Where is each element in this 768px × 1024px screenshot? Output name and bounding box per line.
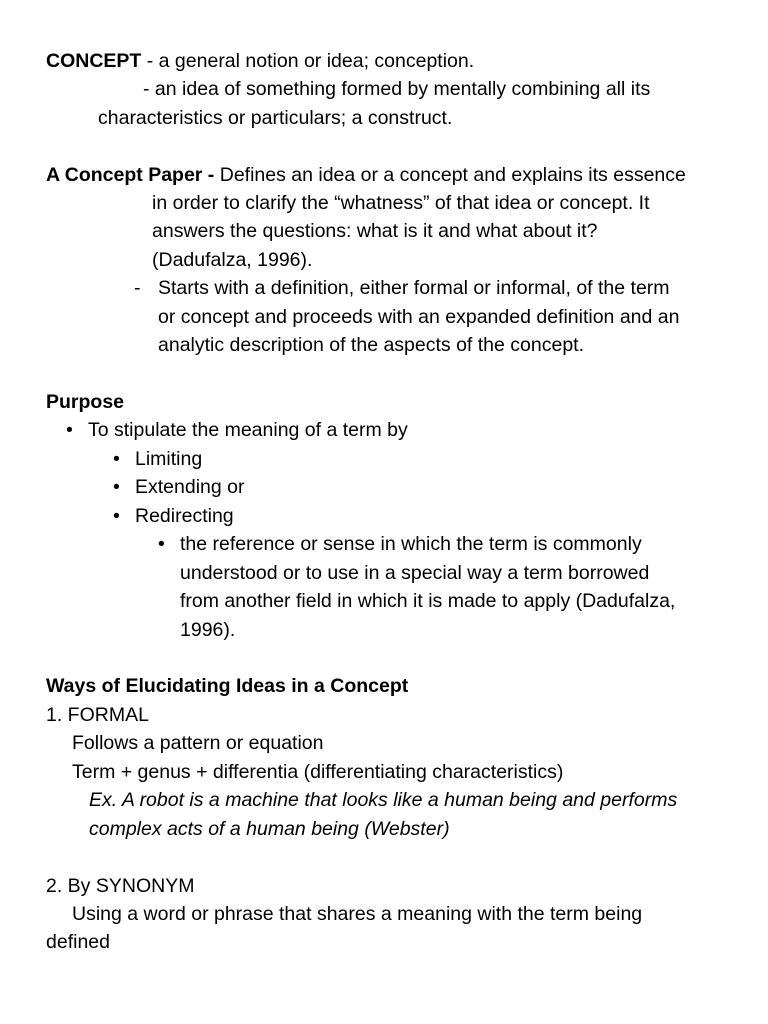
bullet-marker: • — [113, 505, 120, 527]
concept-paper-term: A Concept Paper - — [46, 164, 215, 186]
concept-def-2-line-1: - an idea of something formed by mentally combining all its — [143, 78, 651, 100]
dash-marker: - — [134, 277, 141, 299]
purpose-sub-3-text: Redirecting — [135, 505, 234, 527]
purpose-detail-text-1: the reference or sense in which the term is commonly — [180, 533, 642, 555]
purpose-heading: Purpose — [46, 391, 125, 413]
purpose-detail-line-3: from another field in which it is made to apply (Dadufalza, — [180, 590, 676, 612]
concept-definition-line-1 — [46, 47, 474, 75]
purpose-detail-bullet — [158, 530, 642, 558]
concept-paper-line-2: in order to clarify the “whatness” of that idea or concept. It — [152, 192, 650, 214]
concept-paper-point-text-1: Starts with a definition, either formal or informal, of the term — [158, 277, 670, 299]
formal-line-1: Follows a pattern or equation — [72, 732, 324, 754]
ways-heading: Ways of Elucidating Ideas in a Concept — [46, 675, 409, 697]
purpose-sub-bullet-1 — [113, 445, 202, 473]
purpose-detail-line-2: understood or to use in a special way a term borrowed — [180, 562, 650, 584]
formal-line-2: Term + genus + differentia (differentiating characteristics) — [72, 761, 564, 783]
bullet-marker: • — [66, 419, 73, 441]
concept-paper-def-1: Defines an idea or a concept and explains its essence — [214, 164, 686, 186]
purpose-sub-2-text: Extending or — [135, 476, 245, 498]
synonym-line-1: Using a word or phrase that shares a meaning with the term being — [72, 903, 643, 925]
concept-paper-point-line-3: analytic description of the aspects of the concept. — [158, 334, 585, 356]
purpose-detail-line-4: 1996). — [180, 619, 236, 641]
concept-def-1: - a general notion or idea; conception. — [141, 50, 475, 72]
concept-paper-point-line-1 — [134, 274, 670, 302]
concept-paper-point-line-2: or concept and proceeds with an expanded definition and an — [158, 306, 680, 328]
purpose-sub-1-text: Limiting — [135, 448, 203, 470]
purpose-sub-bullet-3 — [113, 502, 234, 530]
purpose-main-text: To stipulate the meaning of a term by — [88, 419, 408, 441]
concept-paper-line-3: answers the questions: what is it and what about it? — [152, 220, 598, 242]
formal-example-line-2: complex acts of a human being (Webster) — [89, 818, 450, 840]
concept-paper-line-4: (Dadufalza, 1996). — [152, 249, 313, 271]
formal-example-line-1: Ex. A robot is a machine that looks like a human being and performs — [89, 789, 678, 811]
bullet-marker: • — [113, 448, 120, 470]
bullet-marker: • — [113, 476, 120, 498]
purpose-sub-bullet-2 — [113, 473, 245, 501]
bullet-marker: • — [158, 533, 165, 555]
formal-title: 1. FORMAL — [46, 704, 149, 726]
synonym-line-2: defined — [46, 931, 110, 953]
concept-def-2-line-2: characteristics or particulars; a construct. — [98, 107, 453, 129]
purpose-main-bullet — [66, 416, 408, 444]
concept-term: CONCEPT — [46, 50, 142, 72]
synonym-title: 2. By SYNONYM — [46, 875, 195, 897]
concept-paper-line-1 — [46, 161, 686, 189]
